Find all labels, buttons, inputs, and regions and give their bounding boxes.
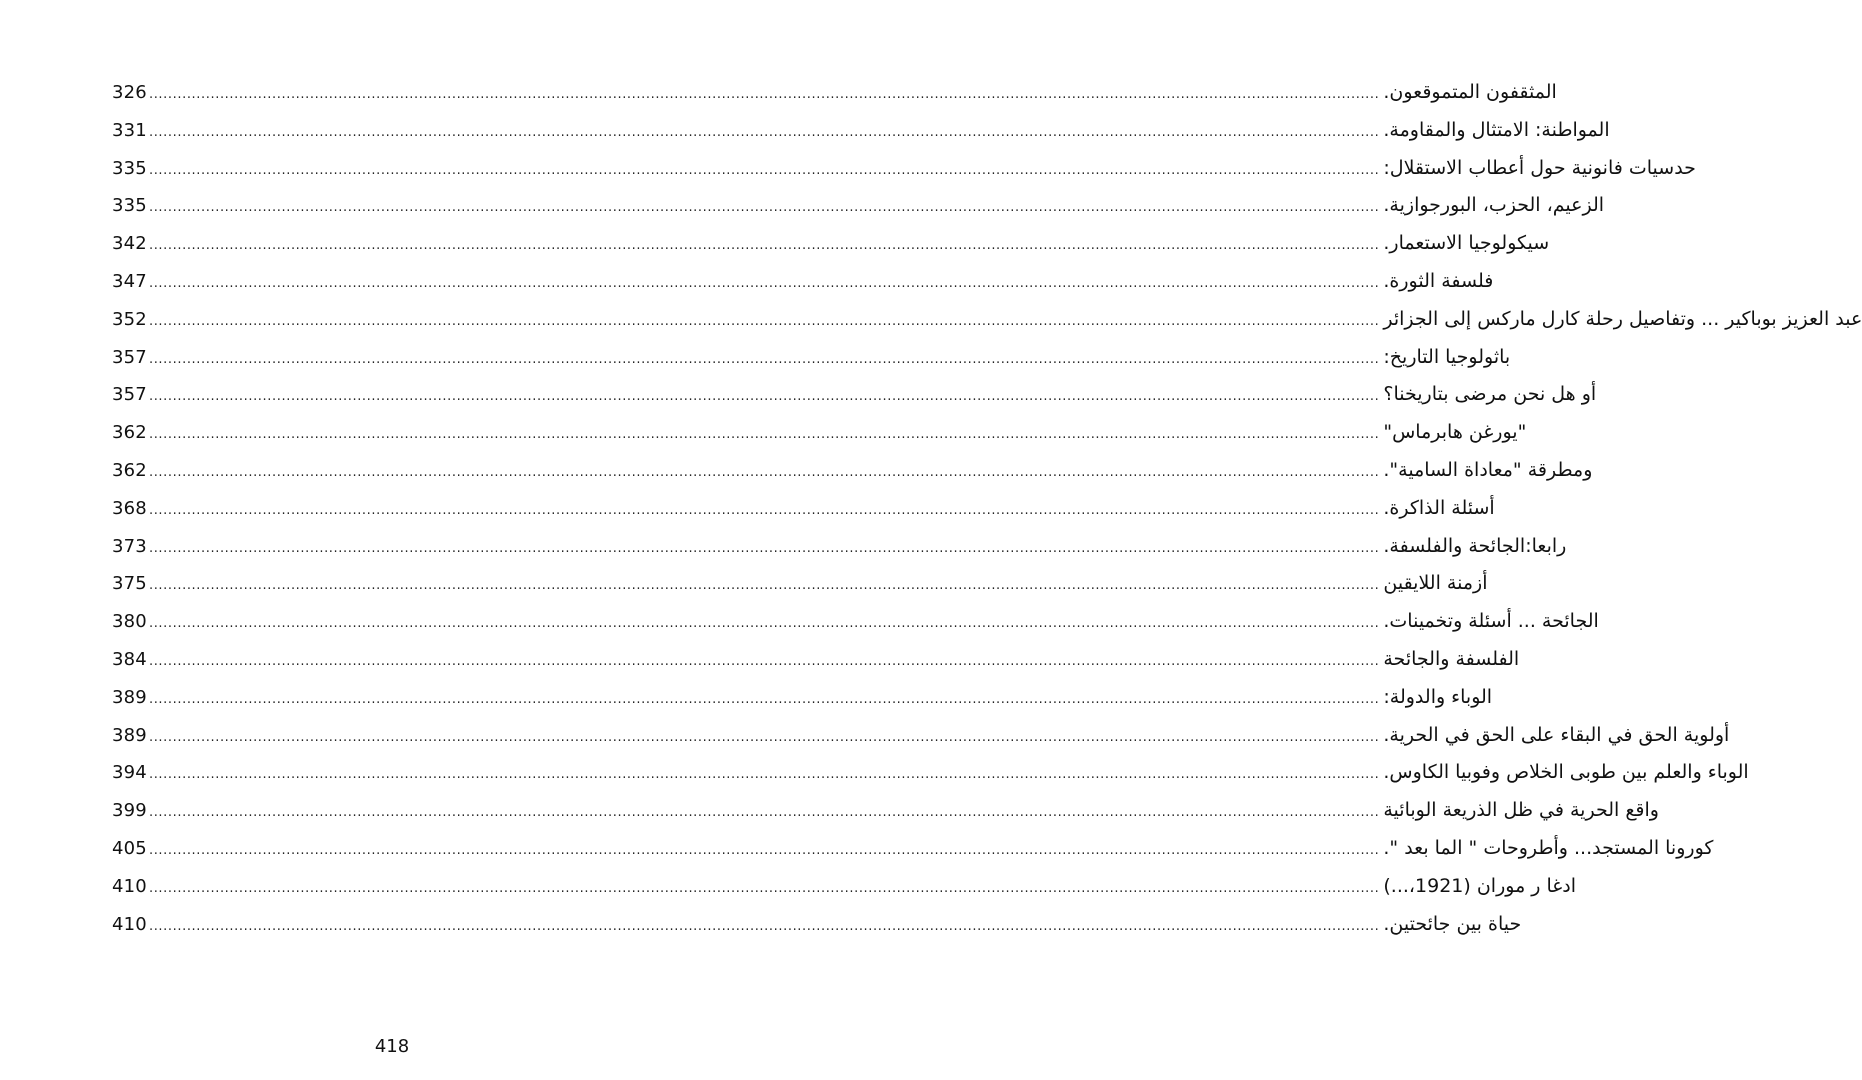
dot-leader: ....................................................................................................................................................................................................................................................................	[148, 464, 1380, 480]
dot-leader: ....................................................................................................................................................................................................................................................................	[148, 238, 1380, 254]
toc-page-number: 394	[112, 762, 147, 784]
toc-entry-title: فلسفة الثورة.	[1383, 269, 1494, 292]
toc-entry-title: الفلسفة والجائحة	[1383, 647, 1520, 670]
toc-page-number: 347	[112, 270, 147, 292]
toc-entry	[112, 263, 1494, 301]
toc-entry	[112, 150, 1696, 188]
toc-entry	[112, 565, 1488, 603]
toc-entry-title: أو هل نحن مرضى بتاريخنا؟	[1383, 383, 1597, 406]
toc-entry-title: الزعيم، الحزب، البورجوازية.	[1383, 194, 1605, 217]
toc-entry-title: حدسيات فانونية حول أعطاب الاستقلال:	[1383, 156, 1696, 179]
toc-page-number: 335	[112, 157, 147, 179]
dot-leader: ....................................................................................................................................................................................................................................................................	[148, 351, 1380, 367]
toc-entry	[112, 717, 1730, 755]
dot-leader: ....................................................................................................................................................................................................................................................................	[148, 87, 1380, 102]
toc-page-number: 389	[112, 686, 147, 708]
toc-entry-title: الوباء والعلم بين طوبى الخلاص وفوبيا الكاوس.	[1383, 761, 1749, 784]
toc-entry	[112, 754, 1749, 792]
toc-entry-title: سيكولوجيا الاستعمار.	[1383, 232, 1550, 255]
toc-entry	[112, 301, 1862, 339]
dot-leader: ....................................................................................................................................................................................................................................................................	[148, 805, 1380, 821]
toc-entry-title: "يورغن هابرماس"	[1383, 421, 1527, 444]
toc-entry	[112, 187, 1605, 225]
page-number: 418	[374, 1036, 410, 1057]
toc-entry	[112, 452, 1593, 490]
toc-entry	[112, 490, 1495, 528]
dot-leader: ....................................................................................................................................................................................................................................................................	[148, 880, 1380, 896]
dot-leader: ....................................................................................................................................................................................................................................................................	[148, 691, 1380, 707]
toc-page-number: 357	[112, 346, 147, 368]
dot-leader: ....................................................................................................................................................................................................................................................................	[148, 275, 1380, 291]
toc-page-number: 331	[112, 119, 147, 141]
toc-page-number: 357	[112, 384, 147, 406]
toc-entry	[112, 339, 1511, 377]
toc-entry-title: حياة بين جائحتين.	[1383, 912, 1522, 935]
toc-page-number: 405	[112, 837, 147, 859]
toc-entry-title: ومطرقة "معاداة السامية".	[1383, 458, 1593, 481]
toc-entry	[112, 679, 1493, 717]
toc-entry	[112, 74, 1557, 112]
dot-leader: ....................................................................................................................................................................................................................................................................	[148, 842, 1380, 858]
toc-entry-title: أولوية الحق في البقاء على الحق في الحرية.	[1383, 723, 1730, 746]
toc-page-number: 410	[112, 913, 147, 935]
toc-page-number: 362	[112, 422, 147, 444]
dot-leader: ....................................................................................................................................................................................................................................................................	[148, 162, 1380, 178]
table-of-contents	[112, 74, 1862, 943]
dot-leader: ....................................................................................................................................................................................................................................................................	[148, 540, 1380, 556]
toc-page-number: 342	[112, 233, 147, 255]
toc-page-number: 368	[112, 497, 147, 519]
toc-entry-title: باثولوجيا التاريخ:	[1383, 345, 1511, 368]
toc-page-number: 352	[112, 308, 147, 330]
toc-entry	[112, 225, 1550, 263]
dot-leader: ....................................................................................................................................................................................................................................................................	[148, 729, 1380, 745]
toc-page-number: 399	[112, 800, 147, 822]
toc-entry-title: أزمنة اللايقين	[1383, 572, 1488, 595]
toc-page-number: 410	[112, 875, 147, 897]
dot-leader: ....................................................................................................................................................................................................................................................................	[148, 200, 1380, 216]
dot-leader: ....................................................................................................................................................................................................................................................................	[148, 578, 1380, 594]
toc-entry	[112, 414, 1527, 452]
toc-entry-title: أسئلة الذاكرة.	[1383, 496, 1495, 519]
toc-page-number: 384	[112, 648, 147, 670]
dot-leader: ....................................................................................................................................................................................................................................................................	[148, 124, 1380, 140]
dot-leader: ....................................................................................................................................................................................................................................................................	[148, 389, 1380, 405]
toc-entry	[112, 641, 1520, 679]
toc-entry-title: رابعا:الجائحة والفلسفة.	[1383, 534, 1567, 557]
dot-leader: ....................................................................................................................................................................................................................................................................	[148, 616, 1380, 632]
toc-entry-title: واقع الحرية في ظل الذريعة الوبائية	[1383, 799, 1659, 822]
toc-page-number: 375	[112, 573, 147, 595]
toc-entry	[112, 906, 1522, 944]
toc-entry-title: المواطنة: الامتثال والمقاومة.	[1383, 118, 1610, 141]
dot-leader: ....................................................................................................................................................................................................................................................................	[148, 502, 1380, 518]
toc-entry	[112, 792, 1659, 830]
toc-page-number: 380	[112, 611, 147, 633]
toc-entry-title: كورونا المستجد... وأطروحات " الما بعد ".	[1383, 836, 1714, 859]
toc-entry-title: الوباء والدولة:	[1383, 685, 1493, 708]
toc-entry-title: عبد العزيز بوباكير ... وتفاصيل رحلة كارل ماركس إلى الجزائر	[1383, 307, 1862, 330]
dot-leader: ....................................................................................................................................................................................................................................................................	[148, 918, 1380, 934]
toc-entry	[112, 868, 1576, 906]
dot-leader: ....................................................................................................................................................................................................................................................................	[148, 427, 1380, 443]
toc-entry	[112, 603, 1599, 641]
toc-entry-title: ادغا ر موران (1921،...)	[1383, 874, 1576, 897]
dot-leader: ....................................................................................................................................................................................................................................................................	[148, 313, 1380, 329]
dot-leader: ....................................................................................................................................................................................................................................................................	[148, 767, 1380, 783]
toc-page-number: 335	[112, 195, 147, 217]
toc-entry	[112, 830, 1714, 868]
toc-entry	[112, 112, 1610, 150]
toc-page-number: 389	[112, 724, 147, 746]
toc-entry-title: المثقفون المتموقعون.	[1383, 81, 1557, 103]
toc-entry	[112, 376, 1597, 414]
dot-leader: ....................................................................................................................................................................................................................................................................	[148, 653, 1380, 669]
toc-page-number: 373	[112, 535, 147, 557]
toc-entry-title: الجائحة ... أسئلة وتخمينات.	[1383, 610, 1599, 633]
toc-entry	[112, 528, 1567, 566]
toc-page-number: 326	[112, 82, 147, 103]
toc-page-number: 362	[112, 459, 147, 481]
